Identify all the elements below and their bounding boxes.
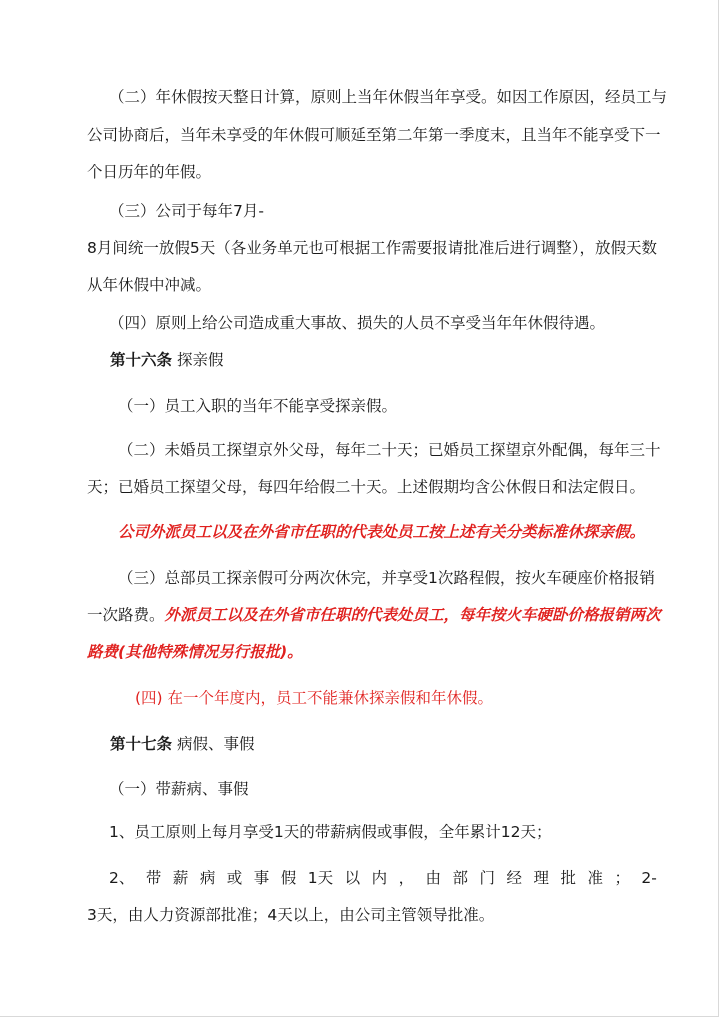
paragraph-line: （一）员工入职的当年不能享受探亲假。 bbox=[118, 397, 398, 415]
text-segment: 批 bbox=[560, 869, 576, 887]
highlighted-line: (四) 在一个年度内，员工不能兼休探亲假和年休假。 bbox=[135, 689, 494, 707]
paragraph-line: （二）年休假按天整日计算，原则上当年休假当年享受。如因工作原因，经员工与 bbox=[109, 88, 668, 106]
text-segment: 带 bbox=[145, 869, 162, 887]
text-segment: 一次路费。 bbox=[87, 606, 165, 624]
text-segment: 薪 bbox=[172, 869, 189, 887]
paragraph-line: 3天，由人力资源部批准；4天以上，由公司主管领导批准。 bbox=[87, 906, 495, 924]
text-segment: 以 bbox=[344, 869, 361, 887]
article-16-heading bbox=[110, 350, 670, 370]
paragraph-line: 1、员工原则上每月享受1天的带薪病假或事假，全年累计12天； bbox=[109, 823, 552, 841]
article-number: 第十七条 bbox=[110, 735, 173, 753]
paragraph-line: 公司协商后，当年未享受的年休假可顺延至第二年第一季度末，且当年不能享受下一 bbox=[87, 126, 661, 144]
text-segment: 2- bbox=[641, 869, 657, 887]
paragraph-line: 8月间统一放假5天（各业务单元也可根据工作需要报请批准后进行调整），放假天数 bbox=[87, 239, 657, 257]
article-17-heading bbox=[110, 734, 670, 754]
text-segment: 事 bbox=[253, 869, 270, 887]
paragraph-line: （四）原则上给公司造成重大事故、损失的人员不享受当年年休假待遇。 bbox=[109, 314, 606, 332]
article-title: 病假、事假 bbox=[176, 735, 255, 753]
text-segment: 假 bbox=[280, 869, 297, 887]
paragraph-line: （三）公司于每年7月- bbox=[109, 202, 264, 220]
text-segment: 准 bbox=[587, 869, 603, 887]
paragraph-line: 从年休假中冲减。 bbox=[87, 276, 212, 294]
text-segment: 理 bbox=[533, 869, 549, 887]
text-segment: 门 bbox=[479, 869, 496, 887]
paragraph-line bbox=[87, 605, 661, 625]
paragraph-line: （一）带薪病、事假 bbox=[109, 780, 249, 798]
paragraph-line: （二）未婚员工探望京外父母，每年二十天；已婚员工探望京外配偶，每年三十 bbox=[118, 441, 661, 459]
highlighted-note: 外派员工以及在外省市任职的代表处员工，每年按火车硬卧价格报销两次 bbox=[164, 606, 661, 624]
article-number: 第十六条 bbox=[110, 351, 173, 369]
highlighted-note: 路费(其他特殊情况另行报批)。 bbox=[87, 643, 303, 661]
justified-line bbox=[109, 868, 657, 888]
text-segment: 或 bbox=[226, 869, 243, 887]
article-title: 探亲假 bbox=[176, 351, 224, 369]
paragraph-line: （三）总部员工探亲假可分两次休完，并享受1次路程假，按火车硬座价格报销 bbox=[118, 569, 655, 587]
text-segment: ， bbox=[398, 869, 415, 887]
paragraph-line: 天；已婚员工探望父母，每四年给假二十天。上述假期均含公休假日和法定假日。 bbox=[87, 478, 646, 496]
text-segment: 部 bbox=[452, 869, 469, 887]
text-segment: 2、 bbox=[109, 869, 135, 887]
text-segment: 由 bbox=[425, 869, 442, 887]
text-segment: 1天 bbox=[307, 869, 334, 887]
text-segment: ； bbox=[614, 869, 630, 887]
highlighted-note: 公司外派员工以及在外省市任职的代表处员工按上述有关分类标准休探亲假。 bbox=[118, 523, 646, 541]
text-segment: 病 bbox=[199, 869, 216, 887]
text-segment: 内 bbox=[371, 869, 388, 887]
text-segment: 经 bbox=[506, 869, 523, 887]
paragraph-line: 个日历年的年假。 bbox=[87, 163, 212, 181]
